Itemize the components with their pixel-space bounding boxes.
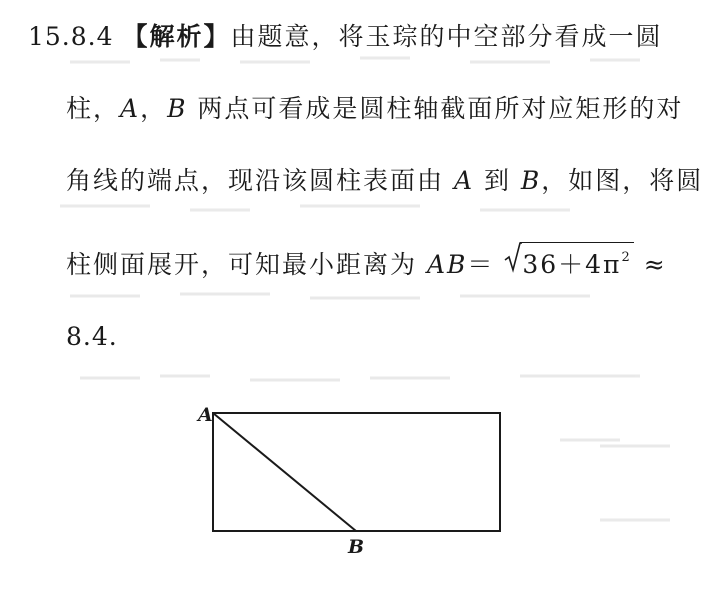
approx-sign: ≈ <box>633 250 667 279</box>
figure-label-a: A <box>198 404 213 426</box>
segment-ab-label: AB <box>426 250 468 279</box>
figure-label-b: B <box>348 536 365 558</box>
line-3-text-a: 角线的端点，现沿该圆柱表面由 <box>66 166 454 195</box>
answer-value: 8.4. <box>66 322 118 351</box>
radicand-text: 36＋4π <box>522 250 622 279</box>
point-a-label: A <box>453 166 475 195</box>
line-2-comma: ， <box>140 94 168 123</box>
exponent: 2 <box>621 250 632 265</box>
line-3-text-rest: ，如图，将圆 <box>541 166 703 195</box>
line-2-text-a: 柱， <box>66 94 121 123</box>
line-2-text-rest: 两点可看成是圆柱轴截面所对应矩形的对 <box>187 94 684 123</box>
point-b-label: B <box>520 166 542 195</box>
point-a-label: A <box>120 94 141 123</box>
analysis-bracket: 【解析】 <box>122 22 231 51</box>
point-b-label: B <box>167 94 188 123</box>
line-4-text-a: 柱侧面展开，可知最小距离为 <box>66 250 427 279</box>
diagonal-ab <box>213 413 356 531</box>
equals-sign: ＝ <box>467 250 505 279</box>
line-1-text: 由题意，将玉琮的中空部分看成一圆 <box>230 22 663 51</box>
answer-number: 15.8.4 <box>28 22 123 51</box>
line-3-text-mid: 到 <box>474 166 521 195</box>
lateral-surface-rectangle <box>213 413 500 531</box>
